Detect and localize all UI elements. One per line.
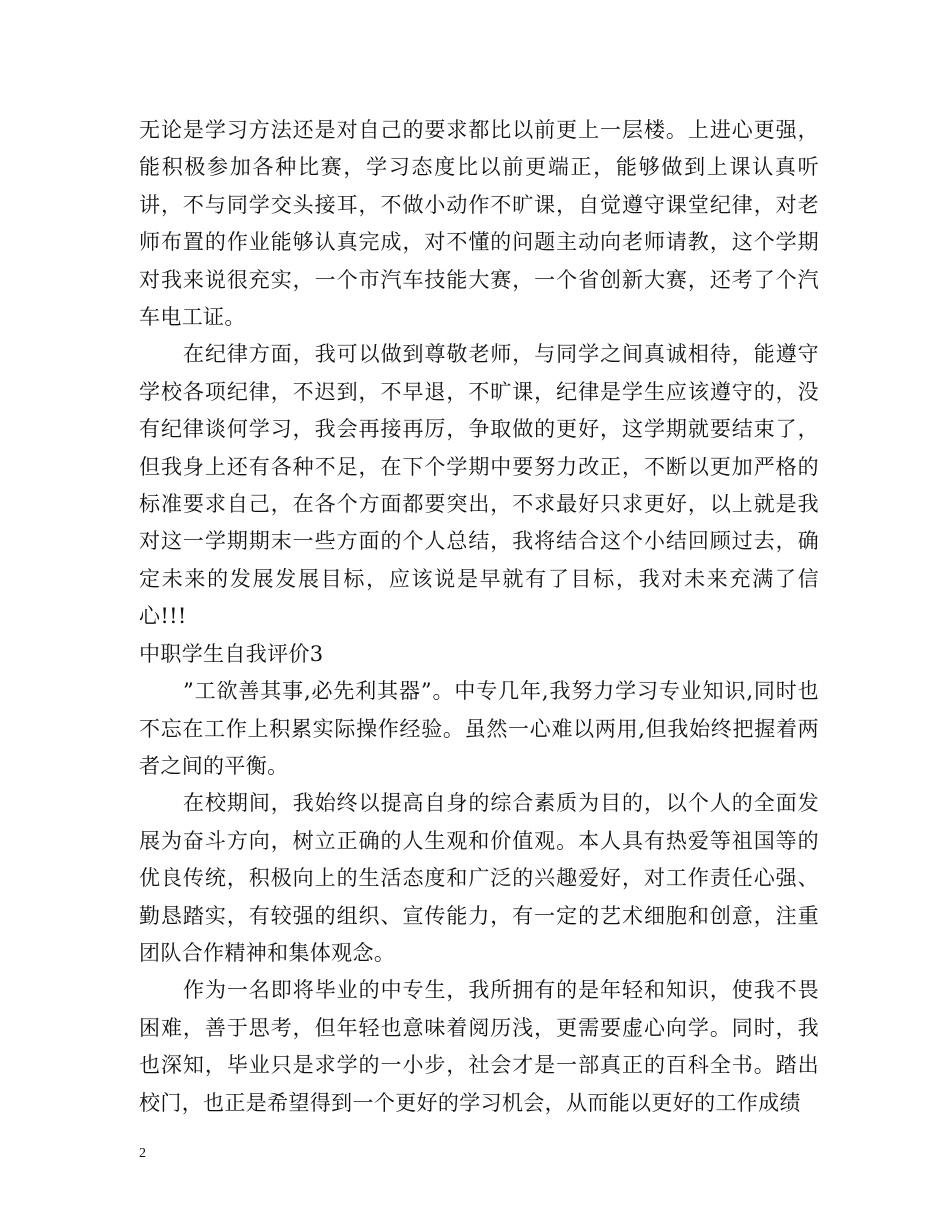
paragraph-professional-knowledge: ”工欲善其事,必先利其器”。中专几年,我努力学习专业知识,同时也不忘在工作上积累实际操作经验。虽然一心难以两用,但我始终把握着两者之间的平衡。 bbox=[139, 679, 819, 778]
paragraph-discipline: 在纪律方面，我可以做到尊敬老师，与同学之间真诚相待，能遵守学校各项纪律，不迟到，不早退，不旷课，纪律是学生应该遵守的，没有纪律谈何学习，我会再接再厉，争取做的更好，这学期就要结束了，但我身上还有各种不足，在下个学期中要努力改正，不断以更加严格的标准要求自己，在各个方面都要突出，不求最好只求更好，以上就是我对这一学期期末一些方面的个人总结，我将结合这个小结回顾过去，确定未来的发展发展目标，应该说是早就有了目标，我对未来充满了信心!!! bbox=[139, 342, 819, 629]
section-heading: 中职学生自我评价3 bbox=[139, 641, 324, 666]
document-body bbox=[139, 112, 819, 1122]
paragraph-graduate: 作为一名即将毕业的中专生，我所拥有的是年轻和知识，使我不畏困难，善于思考，但年轻也意味着阅历浅，更需要虚心向学。同时，我也深知，毕业只是求学的一小步，社会才是一部真正的百科全书。踏出校门，也正是希望得到一个更好的学习机会，从而能以更好的工作成绩 bbox=[139, 978, 819, 1115]
page-number: 2 bbox=[139, 1146, 146, 1161]
paragraph-school-period: 在校期间，我始终以提高自身的综合素质为目的，以个人的全面发展为奋斗方向，树立正确的人生观和价值观。本人具有热爱等祖国等的优良传统，积极向上的生活态度和广泛的兴趣爱好，对工作责任心强、勤恳踏实，有较强的组织、宣传能力，有一定的艺术细胞和创意，注重团队合作精神和集体观念。 bbox=[139, 791, 819, 965]
paragraph-study-attitude: 无论是学习方法还是对自己的要求都比以前更上一层楼。上进心更强，能积极参加各种比赛，学习态度比以前更端正，能够做到上课认真听讲，不与同学交头接耳，不做小动作不旷课，自觉遵守课堂纪律，对老师布置的作业能够认真完成，对不懂的问题主动向老师请教，这个学期对我来说很充实，一个市汽车技能大赛，一个省创新大赛，还考了个汽车电工证。 bbox=[139, 118, 819, 330]
